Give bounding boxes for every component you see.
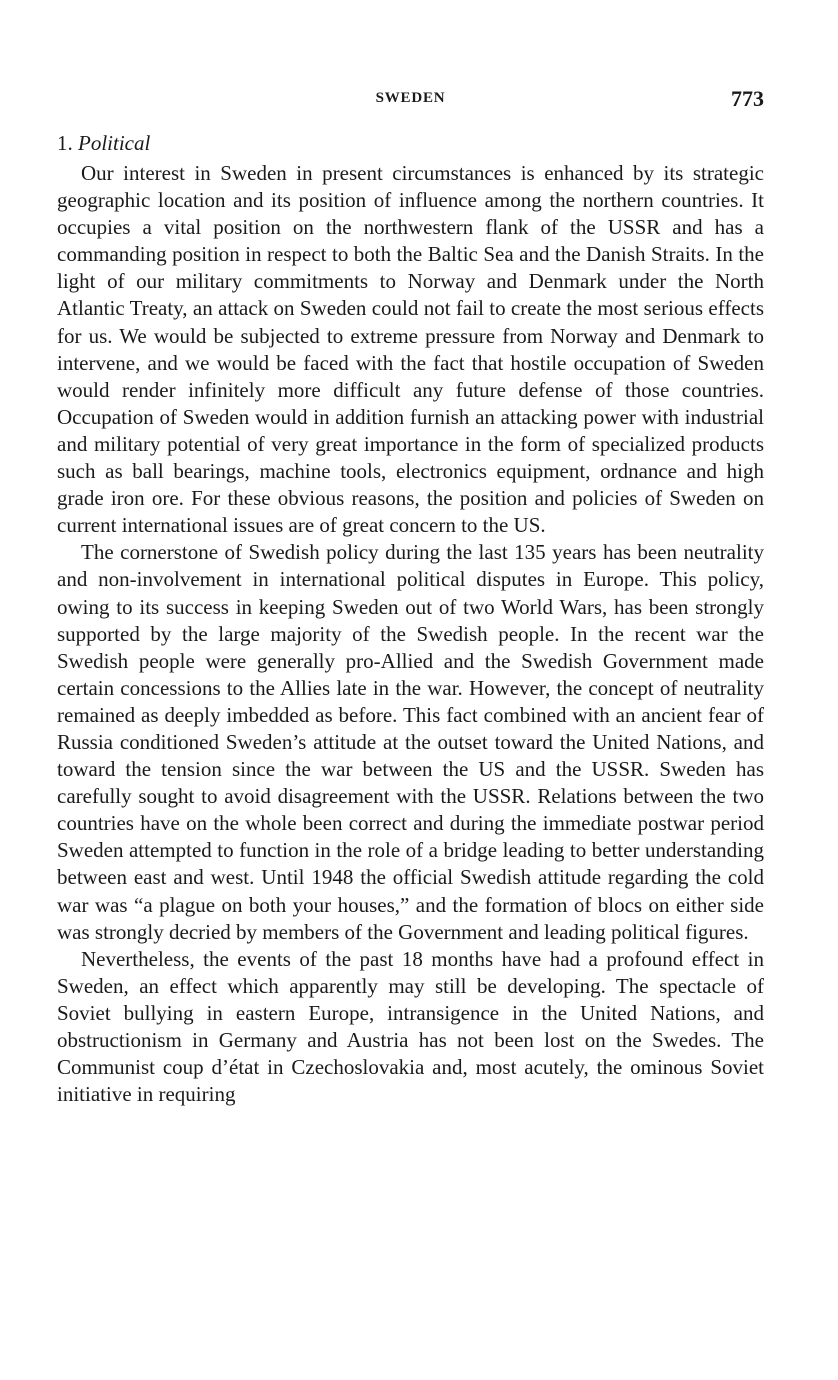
document-page <box>57 86 764 1108</box>
body-paragraph: Nevertheless, the events of the past 18 months have had a profound effect in Sweden, an effect which apparently may still be developing. The spectacle of Soviet bullying in eastern Europe, intransigence in the United Nations, and obstructionism in Germany and Austria has not been lost on the Swedes. The Communist coup d’état in Czechoslovakia and, most acutely, the ominous Soviet initiative in requiring <box>57 946 764 1107</box>
running-header <box>57 86 764 116</box>
body-paragraph: The cornerstone of Swedish policy during the last 135 years has been neutrality and non-involvement in international political disputes in Europe. This policy, owing to its success in keeping Sweden out of two World Wars, has been strongly supported by the large majority of the Swedish people. In the recent war the Swedish people were generally pro-Allied and the Swedish Government made certain concessions to the Allies late in the war. However, the concept of neutrality remained as deeply imbedded as before. This fact combined with an ancient fear of Russia conditioned Sweden’s attitude at the outset toward the United Nations, and toward the tension since the war between the US and the USSR. Sweden has carefully sought to avoid disagreement with the USSR. Relations between the two countries have on the whole been correct and during the immediate postwar period Sweden attempted to function in the role of a bridge leading to better understanding between east and west. Until 1948 the official Swedish attitude regarding the cold war was “a plague on both your houses,” and the formation of blocs on either side was strongly decried by members of the Government and leading political figures. <box>57 540 764 944</box>
section-heading <box>57 130 764 156</box>
section-number: 1. <box>57 131 73 155</box>
running-title: SWEDEN <box>375 90 446 106</box>
page-number: 773 <box>731 86 764 111</box>
section-title: Political <box>78 131 151 155</box>
body-paragraph: Our interest in Sweden in present circumstances is enhanced by its strategic geographic location and its position of influence among the northern countries. It occupies a vital position on the northwestern flank of the USSR and has a commanding position in respect to both the Baltic Sea and the Danish Straits. In the light of our military commitments to Norway and Denmark under the North Atlantic Treaty, an attack on Sweden could not fail to create the most serious effects for us. We would be subjected to extreme pressure from Norway and Denmark to intervene, and we would be faced with the fact that hostile occupation of Sweden would render infinitely more difficult any future defense of those countries. Occupation of Sweden would in addition furnish an attacking power with industrial and military potential of very great importance in the form of specialized products such as ball bearings, machine tools, electronics equipment, ordnance and high grade iron ore. For these obvious reasons, the position and policies of Sweden on current international issues are of great concern to the US. <box>57 161 764 538</box>
